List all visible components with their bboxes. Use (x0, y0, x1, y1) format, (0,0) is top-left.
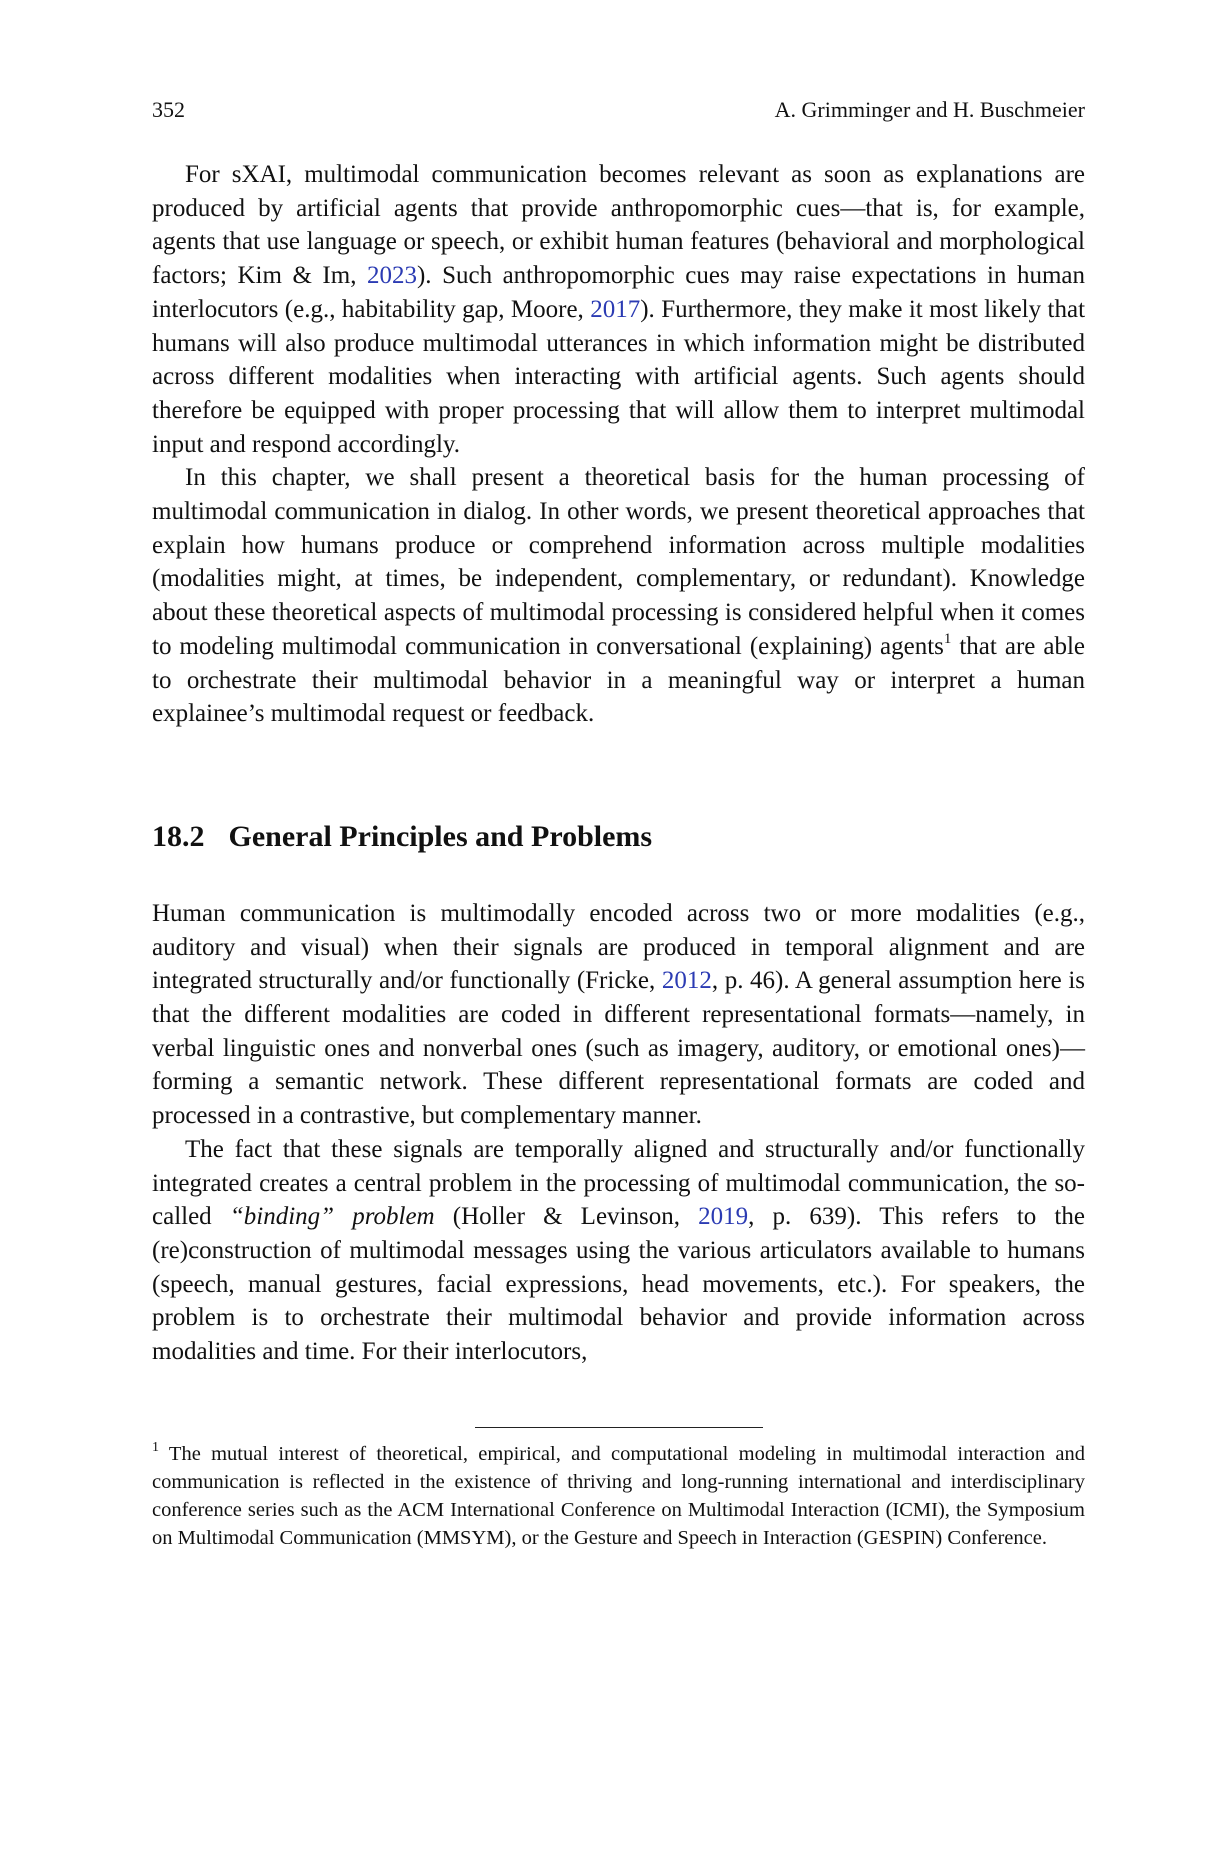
intro-p2-text-b: that are able to orchestrate their multimodal behavior in a meaningful way or interpret a human explainee’s multimodal request or feedback. (152, 632, 1085, 728)
binding-problem-term: “binding” problem (229, 1203, 435, 1231)
intro-p1-text-b: ). Such anthropomorphic cues may raise expectations in human interlocutors (e.g., habitability gap, Moore, (152, 262, 1085, 323)
section-number: 18.2 (152, 819, 205, 853)
footnote-1 (152, 1440, 1085, 1553)
section-p1-text-b: , p. 46). A general assumption here is that the different modalities are coded in different representational formats—namely, in verbal linguistic ones and nonverbal ones (such as imagery, auditory, or emotional ones)—forming a semantic network. These different representational formats are coded and processed in a contrastive, but complementary manner. (152, 967, 1085, 1130)
running-head (152, 96, 1085, 124)
footnote-marker: 1 (152, 1439, 159, 1455)
intro-paragraph-1 (152, 158, 1085, 461)
citation-link-holler-levinson-2019[interactable]: 2019 (698, 1203, 749, 1231)
section-paragraph-2 (152, 1133, 1085, 1369)
footnote-divider (475, 1427, 763, 1428)
footnote-ref-1[interactable]: 1 (943, 630, 952, 647)
page-number: 352 (152, 97, 185, 122)
book-page (152, 96, 1085, 1553)
section-title: General Principles and Problems (228, 819, 653, 853)
intro-p1-text-c: ). Furthermore, they make it most likely that humans will also produce multimodal utterances in which information might be distributed across different modalities when interacting with artificial agents. Such agents should therefore be equipped with proper processing that will allow them to interpret multimodal input and respond accordingly. (152, 295, 1086, 458)
intro-p1-text-a: For sXAI, multimodal communication becomes relevant as soon as explanations are produced by artificial agents that provide anthropomorphic cues—that is, for example, agents that use language or speech, or exhibit human features (behavioral and morphological factors; Kim & Im, (152, 161, 1085, 290)
citation-link-fricke-2012[interactable]: 2012 (661, 967, 712, 995)
citation-link-kim-im-2023[interactable]: 2023 (366, 262, 417, 290)
section-p2-text-b: (Holler & Levinson, (434, 1203, 699, 1231)
intro-p2-text-a: In this chapter, we shall present a theoretical basis for the human processing of multimodal communication in dialog. In other words, we present theoretical approaches that explain how humans produce or comprehend information across multiple modalities (modalities might, at times, be independent, complementary, or redundant). Knowledge about these theoretical aspects of multimodal processing is considered helpful when it comes to modeling multimodal communication in conversational (explaining) agents (152, 464, 1085, 660)
citation-link-moore-2017[interactable]: 2017 (590, 295, 641, 323)
intro-paragraph-2 (152, 461, 1085, 731)
running-head-authors: A. Grimminger and H. Buschmeier (774, 97, 1085, 122)
section-paragraph-1 (152, 897, 1085, 1133)
section-p1-text-a: Human communication is multimodally encoded across two or more modalities (e.g., auditory and visual) when their signals are produced in temporal alignment and are integrated structurally and/or functionally (Fricke, (152, 899, 1085, 995)
section-p2-text-a: The fact that these signals are temporally aligned and structurally and/or functionally integrated creates a central problem in the processing of multimodal communication, the so-called (152, 1135, 1085, 1231)
section-p2-text-c: , p. 639). This refers to the (re)construction of multimodal messages using the various articulators available to humans (speech, manual gestures, facial expressions, head movements, etc.). For speakers, the problem is to orchestrate their multimodal behavior and provide information across modalities and time. For their interlocutors, (152, 1203, 1085, 1366)
footnote-text: The mutual interest of theoretical, empirical, and computational modeling in multimodal interaction and communication is reflected in the existence of thriving and long-running international and interdisciplinary conference series such as the ACM International Conference on Multimodal Interaction (ICMI), the Symposium on Multimodal Communication (MMSYM), or the Gesture and Speech in Interaction (GESPIN) Conference. (152, 1442, 1085, 1550)
section-heading (152, 819, 1085, 855)
